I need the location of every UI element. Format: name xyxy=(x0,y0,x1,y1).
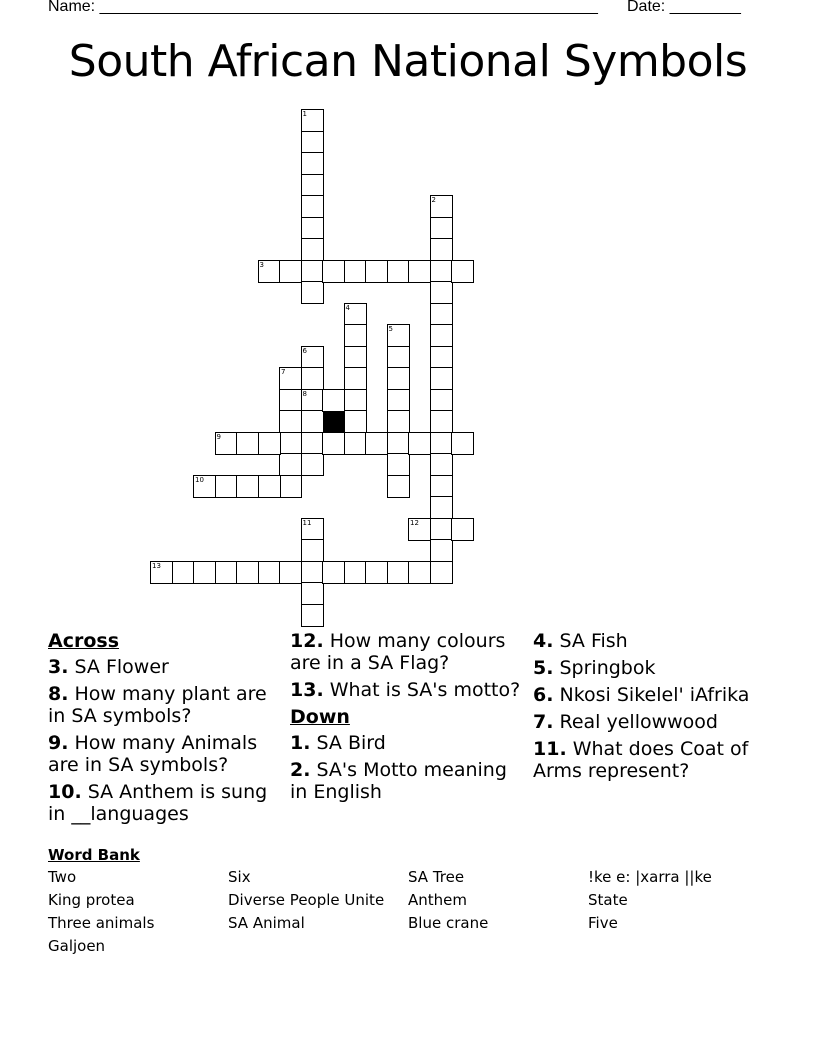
clue xyxy=(290,679,522,701)
clue-number: 12 xyxy=(410,518,419,527)
crossword-cell[interactable] xyxy=(387,475,410,498)
crossword-cell[interactable] xyxy=(365,432,388,455)
crossword-cell[interactable] xyxy=(279,389,302,412)
crossword-cell[interactable] xyxy=(344,324,367,347)
clue-text: How many Animals are in SA symbols? xyxy=(48,732,258,776)
clue xyxy=(290,732,522,754)
crossword-cell[interactable] xyxy=(430,217,453,240)
crossword-cell[interactable] xyxy=(430,238,453,261)
crossword-cell[interactable] xyxy=(215,561,238,584)
clue-number-label: 6. xyxy=(533,684,554,706)
crossword-cell[interactable] xyxy=(430,539,453,562)
crossword-cell[interactable] xyxy=(430,367,453,390)
clue-number: 9 xyxy=(216,432,221,441)
crossword-cell[interactable] xyxy=(430,303,453,326)
clue-number-label: 7. xyxy=(533,711,554,733)
crossword-cell[interactable] xyxy=(344,410,367,433)
clue-number-label: 3. xyxy=(48,656,69,678)
clue xyxy=(533,684,773,706)
crossword-cell[interactable] xyxy=(258,432,281,455)
clue-text: SA Anthem is sung in __languages xyxy=(48,781,268,825)
crossword-cell[interactable] xyxy=(322,389,345,412)
clue-number-label: 2. xyxy=(290,759,311,781)
crossword-cell[interactable] xyxy=(430,432,453,455)
crossword-cell[interactable] xyxy=(430,260,453,283)
word-bank-item: Three animals xyxy=(48,914,155,932)
crossword-cell[interactable] xyxy=(387,410,410,433)
clue-text: Real yellowwood xyxy=(553,711,718,733)
crossword-cell[interactable] xyxy=(430,324,453,347)
crossword-cell[interactable] xyxy=(365,561,388,584)
crossword-cell[interactable] xyxy=(301,281,324,304)
clue-number: 5 xyxy=(388,325,393,333)
clues-column-1 xyxy=(48,630,278,830)
crossword-cell[interactable] xyxy=(258,561,281,584)
crossword-cell[interactable] xyxy=(193,561,216,584)
crossword-cell[interactable] xyxy=(430,410,453,433)
clue-text: SA's Motto meaning in English xyxy=(290,759,507,803)
clue-number: 10 xyxy=(195,475,204,484)
word-bank xyxy=(48,846,768,955)
clue xyxy=(533,711,773,733)
crossword-cell[interactable] xyxy=(301,217,324,240)
clue-number: 4 xyxy=(345,303,350,312)
clue-number-label: 10. xyxy=(48,781,82,803)
clue xyxy=(533,657,773,679)
clue-text: How many plant are in SA symbols? xyxy=(48,683,267,727)
clue xyxy=(290,630,522,674)
crossword-cell[interactable] xyxy=(301,260,324,283)
crossword-cell[interactable] xyxy=(301,174,324,197)
crossword-cell[interactable] xyxy=(387,432,410,455)
crossword-cell[interactable] xyxy=(408,432,431,455)
crossword-cell[interactable] xyxy=(430,518,453,541)
crossword-cell[interactable] xyxy=(451,518,474,541)
crossword-cell[interactable] xyxy=(387,453,410,476)
crossword-cell[interactable] xyxy=(430,475,453,498)
clue-number: 7 xyxy=(281,368,286,376)
crossword-cell[interactable] xyxy=(344,367,367,390)
word-bank-item: Diverse People Unite xyxy=(228,891,385,909)
clue-number: 1 xyxy=(302,110,307,118)
word-bank-item: Anthem xyxy=(408,891,467,909)
crossword-cell[interactable] xyxy=(301,152,324,175)
crossword-cell[interactable] xyxy=(279,432,302,455)
crossword-cell[interactable] xyxy=(322,432,345,455)
crossword-cell[interactable] xyxy=(301,195,324,218)
crossword-cell[interactable] xyxy=(430,496,453,519)
clue-number: 6 xyxy=(302,346,307,355)
clue xyxy=(48,683,278,727)
crossword-cell[interactable] xyxy=(301,238,324,261)
crossword-cell[interactable] xyxy=(344,346,367,369)
clue xyxy=(48,732,278,776)
clue xyxy=(533,738,773,782)
word-bank-item: King protea xyxy=(48,891,135,909)
clue-number-label: 4. xyxy=(533,630,554,652)
crossword-cell[interactable] xyxy=(215,475,238,498)
crossword-cell[interactable] xyxy=(279,410,302,433)
crossword-cell[interactable] xyxy=(322,561,345,584)
word-bank-item: SA Tree xyxy=(408,868,465,886)
crossword-cell[interactable] xyxy=(430,561,453,584)
date-field[interactable]: Date: ________ xyxy=(627,0,741,15)
crossword-block xyxy=(322,410,345,433)
crossword-cell[interactable] xyxy=(387,346,410,369)
clue-text: Springbok xyxy=(553,657,656,679)
clue-text: SA Flower xyxy=(68,656,169,678)
crossword-cell[interactable] xyxy=(387,561,410,584)
clue xyxy=(290,759,522,803)
clue-number-label: 13. xyxy=(290,679,324,701)
clue-number-label: 12. xyxy=(290,630,324,652)
crossword-cell[interactable] xyxy=(279,453,302,476)
crossword-cell[interactable] xyxy=(387,367,410,390)
word-bank-item: Galjoen xyxy=(48,937,106,955)
crossword-cell[interactable] xyxy=(301,410,324,433)
crossword-cell[interactable] xyxy=(344,561,367,584)
clue-number-label: 9. xyxy=(48,732,69,754)
clue xyxy=(533,630,773,652)
crossword-cell[interactable] xyxy=(387,260,410,283)
crossword-cell[interactable] xyxy=(279,260,302,283)
crossword-cell[interactable] xyxy=(430,453,453,476)
across-heading: Across xyxy=(48,630,120,652)
down-heading: Down xyxy=(290,706,350,728)
word-bank-item: Two xyxy=(48,868,77,886)
crossword-cell[interactable] xyxy=(258,475,281,498)
crossword-cell[interactable] xyxy=(451,432,474,455)
crossword-cell[interactable] xyxy=(301,367,324,390)
word-bank-item: Six xyxy=(228,868,251,886)
clue-text: SA Fish xyxy=(553,630,628,652)
crossword-cell[interactable] xyxy=(279,561,302,584)
crossword-cell[interactable] xyxy=(344,260,367,283)
clue-number: 3 xyxy=(259,260,264,269)
crossword-cell[interactable] xyxy=(408,561,431,584)
clue-text: How many colours are in a SA Flag? xyxy=(290,630,506,674)
clue-number-label: 11. xyxy=(533,738,567,760)
crossword-cell[interactable] xyxy=(236,561,259,584)
clue-number: 13 xyxy=(152,561,161,570)
crossword-cell[interactable] xyxy=(387,389,410,412)
crossword-cell[interactable] xyxy=(301,582,324,605)
crossword-cell[interactable] xyxy=(236,432,259,455)
crossword-cell[interactable] xyxy=(301,539,324,562)
clue xyxy=(48,656,278,678)
clue-number: 11 xyxy=(302,518,312,527)
clue-number-label: 8. xyxy=(48,683,69,705)
crossword-cell[interactable] xyxy=(430,389,453,412)
word-bank-item: Blue crane xyxy=(408,914,489,932)
crossword-cell[interactable] xyxy=(301,561,324,584)
clues-column-3 xyxy=(533,630,773,787)
word-bank-item: SA Animal xyxy=(228,914,305,932)
crossword-cell[interactable] xyxy=(408,260,431,283)
crossword-cell[interactable] xyxy=(301,432,324,455)
crossword-cell[interactable] xyxy=(172,561,195,584)
crossword-cell[interactable] xyxy=(365,260,388,283)
crossword-cell[interactable] xyxy=(344,389,367,412)
clue-text: What does Coat of Arms represent? xyxy=(533,738,749,782)
clue-number-label: 5. xyxy=(533,657,554,679)
clue xyxy=(48,781,278,825)
clue-number-label: 1. xyxy=(290,732,311,754)
word-bank-item: Five xyxy=(588,914,618,932)
crossword-cell[interactable] xyxy=(301,604,324,627)
crossword-cell[interactable] xyxy=(430,281,453,304)
word-bank-item: !ke e: |xarra ||ke xyxy=(588,868,712,886)
crossword-cell[interactable] xyxy=(236,475,259,498)
crossword-cell[interactable] xyxy=(301,131,324,154)
clue-number: 2 xyxy=(431,196,436,204)
crossword-cell[interactable] xyxy=(451,260,474,283)
clues-column-2 xyxy=(290,630,522,808)
word-bank-title: Word Bank xyxy=(48,846,140,864)
name-field[interactable]: Name: ________________________________________________________ xyxy=(48,0,598,15)
crossword-cell[interactable] xyxy=(430,346,453,369)
clue-text: Nkosi Sikelel' iAfrika xyxy=(553,684,750,706)
crossword-cell[interactable] xyxy=(344,432,367,455)
word-bank-item: State xyxy=(588,891,628,909)
crossword-cell[interactable] xyxy=(279,475,302,498)
crossword-cell[interactable] xyxy=(322,260,345,283)
clue-text: What is SA's motto? xyxy=(323,679,521,701)
page-title: South African National Symbols xyxy=(68,36,748,87)
clue-number: 8 xyxy=(302,389,307,398)
crossword-cell[interactable] xyxy=(301,453,324,476)
clue-text: SA Bird xyxy=(310,732,386,754)
